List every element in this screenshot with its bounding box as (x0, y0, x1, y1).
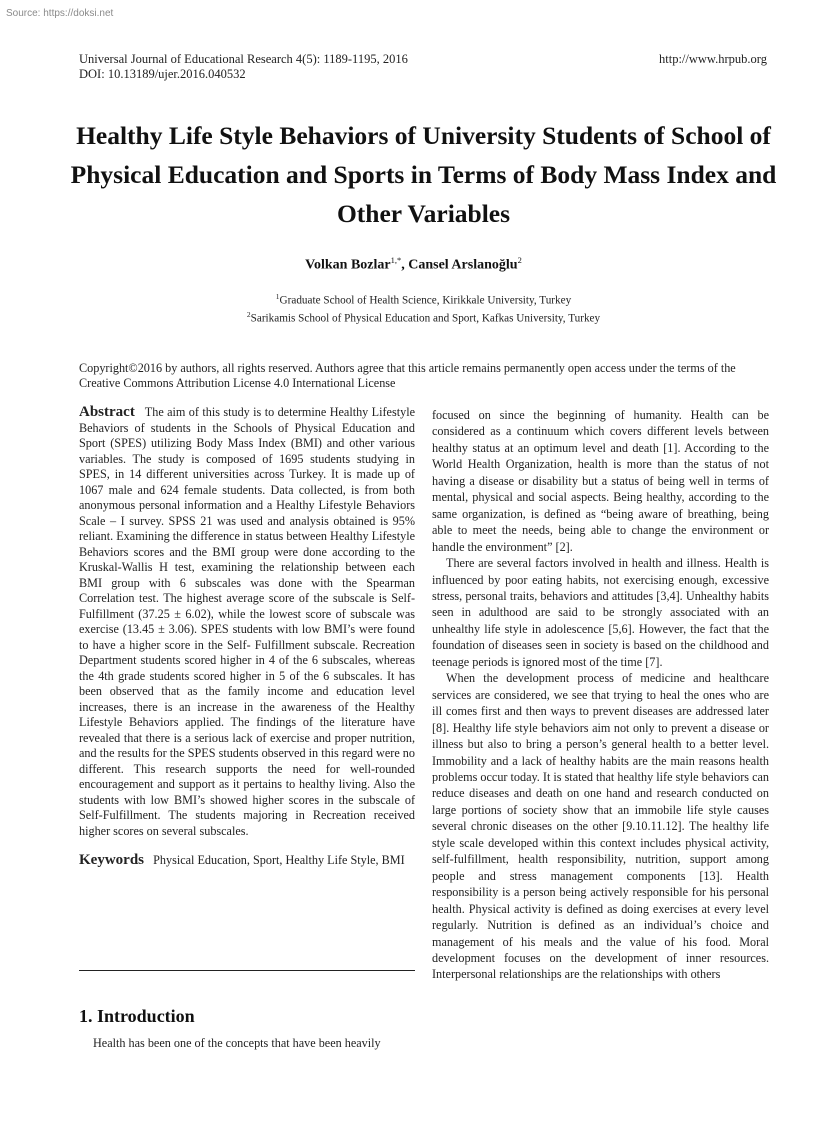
keywords-label: Keywords (79, 852, 144, 868)
author-2: Cansel Arslanoğlu (408, 257, 518, 273)
affiliation-2 (0, 308, 827, 326)
journal-doi: DOI: 10.13189/ujer.2016.040532 (79, 67, 246, 81)
affiliation-1-superscript: 1 (275, 292, 280, 301)
source-watermark: Source: https://doksi.net (6, 8, 114, 19)
keywords (79, 853, 415, 869)
author-1: Volkan Bozlar (305, 257, 391, 273)
right-column (432, 407, 769, 983)
section-divider (79, 970, 415, 971)
abstract (79, 405, 415, 839)
author-1-superscript: 1,* (390, 255, 402, 265)
author-separator: , (401, 257, 409, 273)
affiliation-2-superscript: 2 (246, 309, 251, 319)
introduction-heading: 1. Introduction (79, 1006, 195, 1026)
body-paragraph-1: focused on since the beginning of humanity. Health can be considered as a continuum which covers different levels between healthy status at an optimum level and death [1]. According to the World Health Organization, health is more than the status of not having a disease or disability but a status of being well in terms of mental, physical and social aspects. Being healthy, according to the same organization, is defined as “being aware of breathing, being able to meet the needs, being able to change the environment or handle the environment” [2]. (432, 408, 769, 554)
affiliation-1-text: Graduate School of Health Science, Kirikkale University, Turkey (279, 294, 572, 307)
journal-url[interactable]: http://www.hrpub.org (659, 52, 767, 66)
affiliation-1 (0, 290, 827, 308)
abstract-text: The aim of this study is to determine Healthy Lifestyle Behaviors of students in the Schools of Physical Education and Sport (SPES) utilizing Body Mass Index (BMI) and other various variables. The study is composed of 1695 students studying in SPES, in 14 different universities across Turkey. It is made up of 1067 male and 624 female students. Data collected, is from both anonymous personal information and a Healthy Lifestyle Behaviors Scale – I survey. SPSS 21 was used and analysis obtained is 95% reliant. Examining the difference in status between Healthy Lifestyle Behaviors scores and the BMI group were done according to the Kruskal-Wallis H test, examining the relationship between each BMI group with 6 subscales was done with the Spearman Correlation test. The highest average score of the subscale is Self-Fulfillment (37.25 ± 6.02), while the lowest score of subscale was exercise (13.45 ± 3.06). SPES students with low BMI’s were found to have a higher score in the Self- Fulfillment subscale. Recreation Department students scored higher in 4 of the 6 subscales, whereas the 4th grade students scored higher in 5 of the 6 subscales. It has been observed that as the family income and education level increases, there is an increase in the awareness of the Healthy Lifestyle Behaviors applied. The findings of the literature have revealed that there is a serious lack of exercise and proper nutrition, and the results for the SPES students observed in this regard were no different. This research supports the need for well-rounded encouragement and support as it pertains to healthy living. Also the students with low BMI’s showed higher scores in the subscale of Self-Fulfillment. The students majoring in Recreation received higher scores on several subscales. (79, 405, 415, 838)
affiliation-2-text: Sarikamis School of Physical Education and Sport, Kafkas University, Turkey (250, 312, 601, 325)
paper-title: Healthy Life Style Behaviors of University Students of School of Physical Education and Sports in Terms of Body Mass Index and Other Variables (70, 121, 777, 228)
author-line (0, 255, 827, 274)
affiliations (0, 290, 827, 325)
copyright-notice: Copyright©2016 by authors, all rights reserved. Authors agree that this article remains permanently open access under the terms of the Creative Commons Attribution License 4.0 International License (79, 361, 736, 390)
journal-header (79, 52, 408, 82)
body-paragraph-2: There are several factors involved in health and illness. Health is influenced by poor eating habits, not exercising enough, excessive stress, personal traits, behaviors and attitudes [3,4]. Unhealthy habits seen in adulthood are said to be strongly associated with an unhealthy life style in adolescence [5,6]. However, the fact that the foundation of diseases seen in society is based on the childhood and teenage periods is ignored most of the time [7]. (432, 556, 769, 669)
author-2-superscript: 2 (517, 255, 522, 265)
journal-citation: Universal Journal of Educational Research 4(5): 1189-1195, 2016 (79, 52, 408, 66)
keywords-text: Physical Education, Sport, Healthy Life Style, BMI (153, 853, 405, 867)
introduction-first-line: Health has been one of the concepts that have been heavily (93, 1036, 381, 1050)
left-column (79, 405, 415, 869)
body-paragraph-3: When the development process of medicine and healthcare services are considered, we see that trying to heal the ones who are ill comes first and then ways to prevent diseases are addressed later [8]. Healthy life style behaviors aim not only to prevent a disease or illness but also to bring a person’s general health to a better level. Immobility and a lack of healthy habits are the main reasons health problems occur today. It is stated that healthy life style behaviors can reduce diseases and death on one hand and research conducted on large portions of society show that an immobile life style causes several chronic diseases on the other [9.10.11.12]. The healthy life style scale developed within this context includes physical activity, self-fulfillment, health responsibility, nutrition, support among people and stress management components [13]. Health responsibility is a person being actively responsible for his personal health. Physical activity is defined as doing exercises at every level regularly. Nutrition is defined as an individual’s choice and management of his meals and the value of his food. Moral development focuses on the development of inner resources. Interpersonal relationships are the relationships with others (432, 671, 769, 982)
abstract-label: Abstract (79, 404, 135, 420)
